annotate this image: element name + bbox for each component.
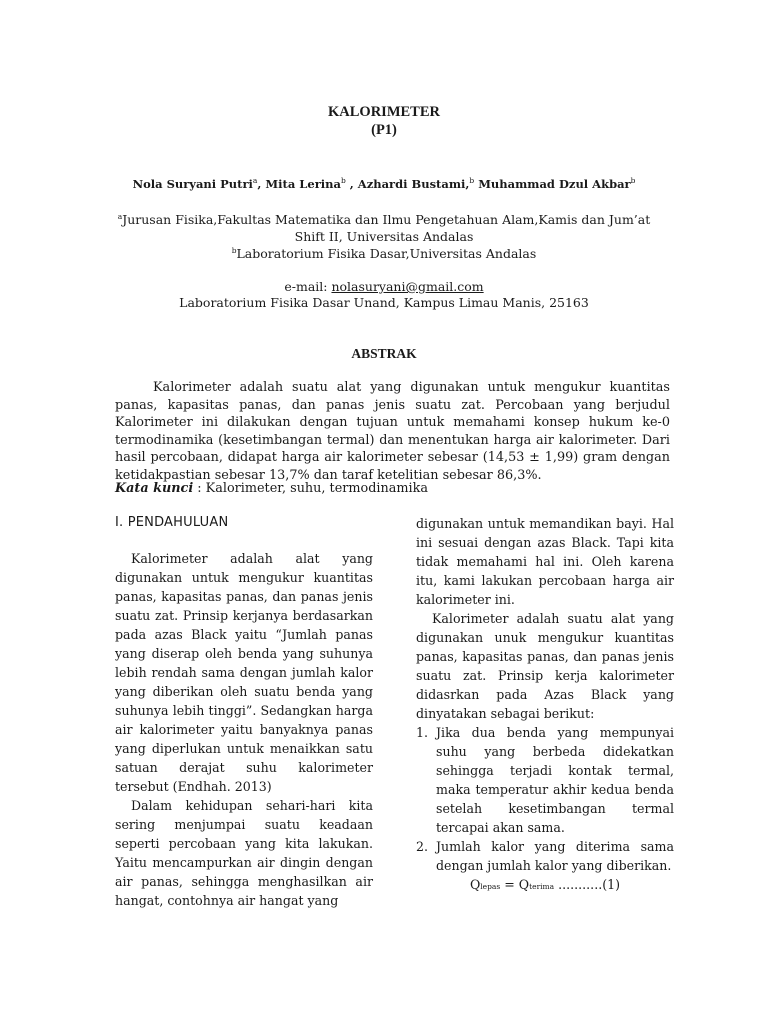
right-column bbox=[416, 514, 674, 896]
author-list bbox=[0, 176, 768, 191]
equation-sub-terima: terima bbox=[529, 882, 555, 891]
abstract-body bbox=[115, 379, 670, 485]
keywords bbox=[115, 481, 670, 496]
contact-email bbox=[0, 278, 768, 295]
affiliation-a-line2: Shift II, Universitas Andalas bbox=[294, 229, 474, 245]
equation-number: ...........(1) bbox=[554, 877, 621, 892]
equation-sub-lepas: lepas bbox=[480, 882, 501, 891]
affiliation-a-line1: Jurusan Fisika,Fakultas Matematika dan Ilmu Pengetahuan Alam,Kamis dan Jum’at bbox=[122, 212, 651, 228]
equation-1 bbox=[416, 875, 674, 896]
list-text: Jumlah kalor yang diterima sama dengan jumlah kalor yang diberikan. bbox=[436, 839, 674, 873]
list-text: Jika dua benda yang mempunyai suhu yang berbeda didekatkan sehingga terjadi kontak termal, maka temperatur akhir kedua benda setelah kesetimbangan termal tercapai akan sama. bbox=[436, 725, 674, 835]
equation-q-terima: Q bbox=[518, 877, 530, 892]
abstract-text: Kalorimeter adalah suatu alat yang digunakan untuk mengukur kuantitas panas, kapasitas panas, dan panas jenis suatu zat. Percobaan yang berjudul Kalorimeter ini dilakukan dengan tujuan untuk memahami konsep hukum ke-0 termodinamika (kesetimbangan termal) dan menentukan harga air kalorimeter. Dari hasil percobaan, didapat harga air kalorimeter sebesar (14,53 ± 1,99) gram dengan ketidakpastian sebesar 13,7% dan taraf ketelitian sebesar 86,3%. bbox=[115, 380, 670, 483]
author-affiliation-mark: b bbox=[469, 176, 475, 185]
author-name: Muhammad Dzul Akbar bbox=[478, 176, 631, 191]
author-name: Nola Suryani Putri bbox=[132, 176, 253, 191]
list-number: 1. bbox=[416, 725, 429, 740]
author-separator: , bbox=[345, 176, 358, 191]
affiliation-mark: a bbox=[117, 212, 123, 221]
intro-paragraph-2: Dalam kehidupan sehari-hari kita sering menjumpai suatu keadaan seperti percobaan yang kita lakukan. Yaitu mencampurkan air dingin dengan air panas, sehingga menghasilkan air hangat, contohnya air hangat yang bbox=[115, 798, 373, 908]
abstract-heading: ABSTRAK bbox=[351, 346, 417, 361]
affiliation-a bbox=[0, 208, 768, 245]
list-number: 2. bbox=[416, 839, 429, 854]
list-item bbox=[416, 837, 674, 875]
equation-equals: = bbox=[500, 877, 519, 892]
keywords-separator: : bbox=[193, 481, 206, 496]
intro-paragraph-4: Kalorimeter adalah suatu alat yang digunakan unuk mengukur kuantitas panas, kapasitas panas, dan panas jenis suatu zat. Prinsip kerja kalorimeter didasrkan pada Azas Black yang dinyatakan sebagai berikut: bbox=[416, 611, 674, 721]
author-separator: , bbox=[257, 176, 266, 191]
section-heading: I. PENDAHULUAN bbox=[115, 515, 229, 530]
email-label: e-mail: bbox=[284, 279, 332, 294]
left-column bbox=[115, 549, 373, 910]
author-affiliation-mark: a bbox=[252, 176, 258, 185]
paper-title: KALORIMETER bbox=[328, 104, 440, 120]
author-name: Azhardi Bustami, bbox=[357, 176, 470, 191]
list-item bbox=[416, 723, 674, 837]
intro-paragraph-1: Kalorimeter adalah alat yang digunakan untuk mengukur kuantitas panas, kapasitas panas, dan panas jenis suatu zat. Prinsip kerjanya berdasarkan pada azas Black yaitu “Jumlah panas yang diserap oleh benda yang suhunya lebih rendah sama dengan jumlah kalor yang diberikan oleh suatu benda yang suhunya lebih tinggi”. Sedangkan harga air kalorimeter yaitu banyaknya panas yang diperlukan untuk menaikkan satu satuan derajat suhu kalorimeter tersebut (Endhah. 2013) bbox=[115, 551, 373, 794]
azas-black-list bbox=[416, 723, 674, 875]
keywords-text: Kalorimeter, suhu, termodinamika bbox=[205, 481, 428, 496]
contact-address: Laboratorium Fisika Dasar Unand, Kampus Limau Manis, 25163 bbox=[179, 295, 589, 310]
email-link[interactable]: nolasuryani@gmail.com bbox=[331, 279, 484, 294]
intro-paragraph-3: digunakan untuk memandikan bayi. Hal ini sesuai dengan azas Black. Tapi kita tidak memahami hal ini. Oleh karena itu, kami lakukan percobaan harga air kalorimeter ini. bbox=[416, 516, 674, 607]
keywords-label: Kata kunci bbox=[115, 481, 194, 496]
affiliation-mark: b bbox=[231, 246, 237, 255]
affiliation-b bbox=[0, 242, 768, 262]
author-affiliation-mark: b bbox=[630, 176, 636, 185]
paper-subtitle: (P1) bbox=[371, 122, 397, 138]
equation-q-lepas: Q bbox=[469, 877, 481, 892]
author-name: Mita Lerina bbox=[265, 176, 341, 191]
affiliation-b-line: Laboratorium Fisika Dasar,Universitas Andalas bbox=[236, 246, 537, 262]
author-affiliation-mark: b bbox=[340, 176, 346, 185]
